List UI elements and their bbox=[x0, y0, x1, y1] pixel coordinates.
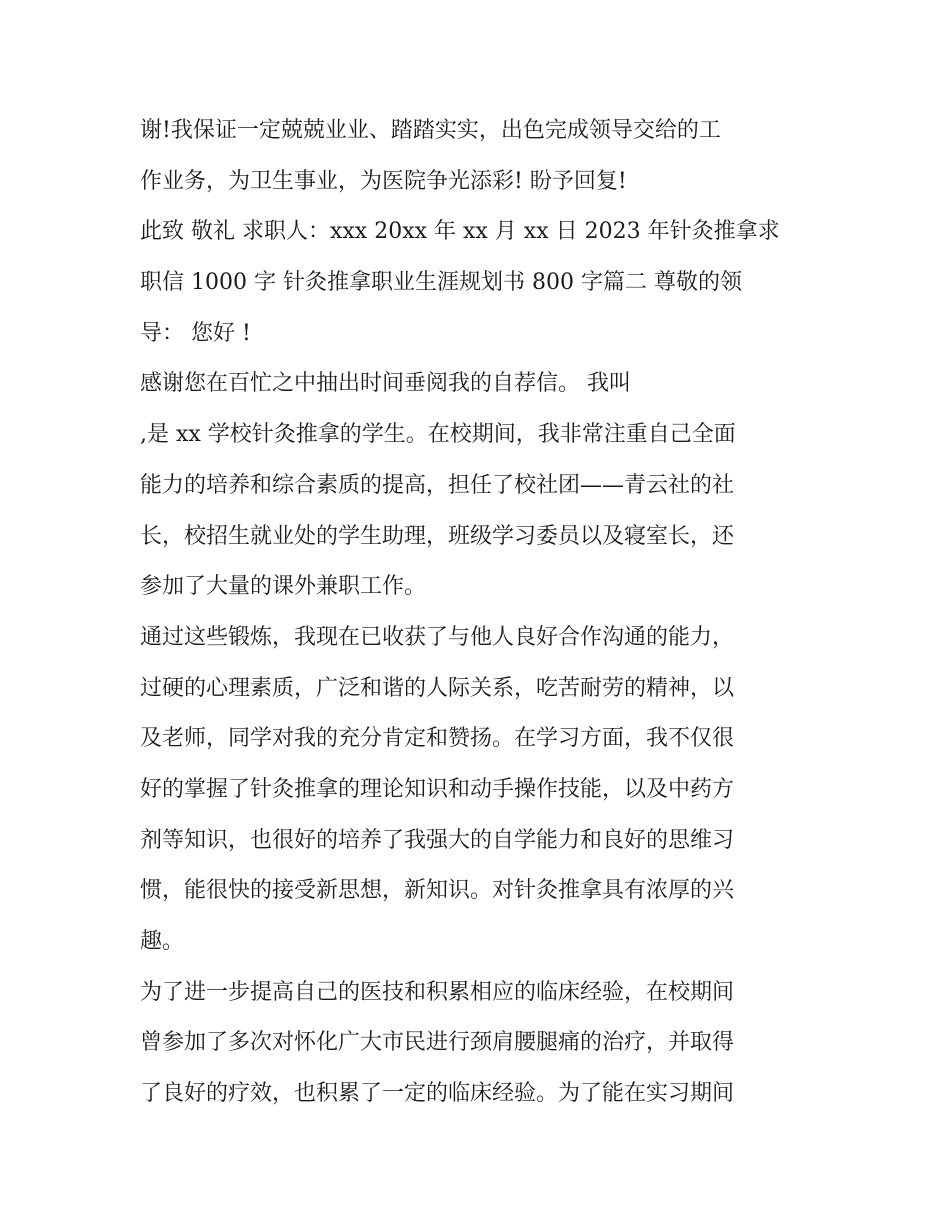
text-line: 过硬的心理素质，广泛和谐的人际关系，吃苦耐劳的精神，以 bbox=[140, 675, 735, 701]
text-line: 导： 您好 ! bbox=[140, 320, 251, 346]
text-line: 作业务，为卫生事业，为医院争光添彩! 盼予回复! bbox=[140, 168, 627, 194]
text-line: 为了进一步提高自己的医技和积累相应的临床经验，在校期间 bbox=[140, 979, 735, 1005]
text-line: 剂等知识，也很好的培养了我强大的自学能力和良好的思维习 bbox=[140, 827, 735, 853]
text-line: ,是 xx 学校针灸推拿的学生。在校期间，我非常注重自己全面 bbox=[140, 422, 736, 448]
text-line: 趣。 bbox=[140, 929, 185, 954]
text-line: 职信 1000 字 针灸推拿职业生涯规划书 800 字篇二 尊敬的领 bbox=[140, 270, 742, 296]
text-line: 及老师，同学对我的充分肯定和赞扬。在学习方面，我不仅很 bbox=[140, 726, 735, 752]
text-line: 曾参加了多次对怀化广大市民进行颈肩腰腿痛的治疗，并取得 bbox=[140, 1030, 735, 1056]
text-line: 惯，能很快的接受新思想，新知识。对针灸推拿具有浓厚的兴 bbox=[140, 878, 735, 904]
text-line: 谢!我保证一定兢兢业业、踏踏实实，出色完成领导交给的工 bbox=[140, 118, 721, 143]
text-line: 了良好的疗效，也积累了一定的临床经验。为了能在实习期间 bbox=[140, 1081, 735, 1107]
document-body bbox=[140, 106, 820, 1120]
text-line: 参加了大量的课外兼职工作。 bbox=[140, 574, 427, 600]
text-line: 长，校招生就业处的学生助理，班级学习委员以及寝室长，还 bbox=[140, 523, 735, 549]
text-line: 通过这些锻炼，我现在已收获了与他人良好合作沟通的能力， bbox=[140, 624, 735, 650]
text-line: 好的掌握了针灸推拿的理论知识和动手操作技能，以及中药方 bbox=[140, 776, 735, 802]
text-line: 感谢您在百忙之中抽出时间垂阅我的自荐信。 我叫 bbox=[140, 371, 631, 397]
text-line: 此致 敬礼 求职人：xxx 20xx 年 xx 月 xx 日 2023 年针灸推拿求 bbox=[140, 219, 780, 245]
text-line: 能力的培养和综合素质的提高，担任了校社团——青云社的社 bbox=[140, 472, 735, 498]
